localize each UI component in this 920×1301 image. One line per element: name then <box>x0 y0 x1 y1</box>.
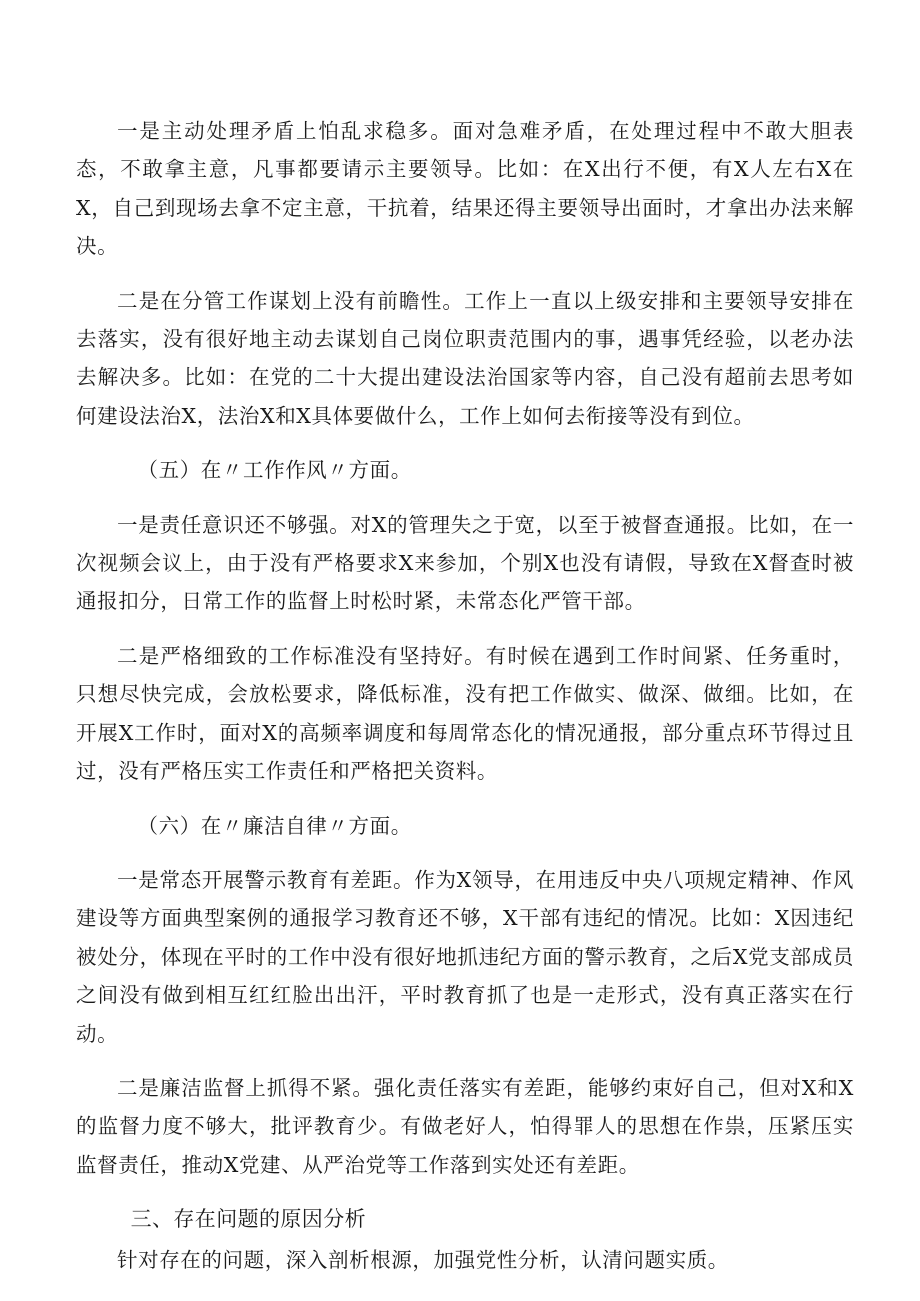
paragraph-problem-1: 一是主动处理矛盾上怕乱求稳多。面对急难矛盾，在处理过程中不敢大胆表态，不敢拿主意，凡事都要请示主要领导。比如：在X出行不便，有X人左右X在X，自己到现场去拿不定主意，干抗着，结果还得主要领导出面时，才拿出办法来解决。 <box>76 119 854 259</box>
subheading-work-style: （五）在〃工作作风〃方面。 <box>137 458 412 483</box>
paragraph-cause-intro: 针对存在的问题，深入剖析根源，加强党性分析，认清问题实质。 <box>117 1247 729 1272</box>
paragraph-integrity-1: 一是常态开展警示教育有差距。作为X领导，在用违反中央八项规定精神、作风建设等方面典型案例的通报学习教育还不够，X干部有违纪的情况。比如：X因违纪被处分，体现在平时的工作中没有很好地抓违纪方面的警示教育，之后X党支部成员之间没有做到相互红红脸出出汗，平时教育抓了也是一走形式，没有真正落实在行动。 <box>76 867 854 1046</box>
paragraph-problem-2: 二是在分管工作谋划上没有前瞻性。工作上一直以上级安排和主要领导安排在去落实，没有很好地主动去谋划自己岗位职责范围内的事，遇事凭经验，以老办法去解决多。比如：在党的二十大提出建设法治国家等内容，自己没有超前去思考如何建设法治X，法治X和X具体要做什么，工作上如何去衔接等没有到位。 <box>76 288 854 428</box>
paragraph-work-style-1: 一是责任意识还不够强。对X的管理失之于宽，以至于被督查通报。比如，在一次视频会议上，由于没有严格要求X来参加，个别X也没有请假，导致在X督查时被通报扣分，日常工作的监督上时松时紧，未常态化严管干部。 <box>76 512 854 614</box>
subheading-integrity: （六）在〃廉洁自律〃方面。 <box>137 813 412 838</box>
paragraph-integrity-2: 二是廉洁监督上抓得不紧。强化责任落实有差距，能够约束好自己，但对X和X的监督力度不够大，批评教育少。有做老好人，怕得罪人的思想在作祟，压紧压实监督责任，推动X党建、从严治党等工作落到实处还有差距。 <box>76 1075 854 1177</box>
section-heading-cause-analysis: 三、存在问题的原因分析 <box>130 1207 366 1232</box>
paragraph-work-style-2: 二是严格细致的工作标准没有坚持好。有时候在遇到工作时间紧、任务重时，只想尽快完成，会放松要求，降低标准，没有把工作做实、做深、做细。比如，在开展X工作时，面对X的高频率调度和每周常态化的情况通报，部分重点环节得过且过，没有严格压实工作责任和严格把关资料。 <box>76 643 854 784</box>
